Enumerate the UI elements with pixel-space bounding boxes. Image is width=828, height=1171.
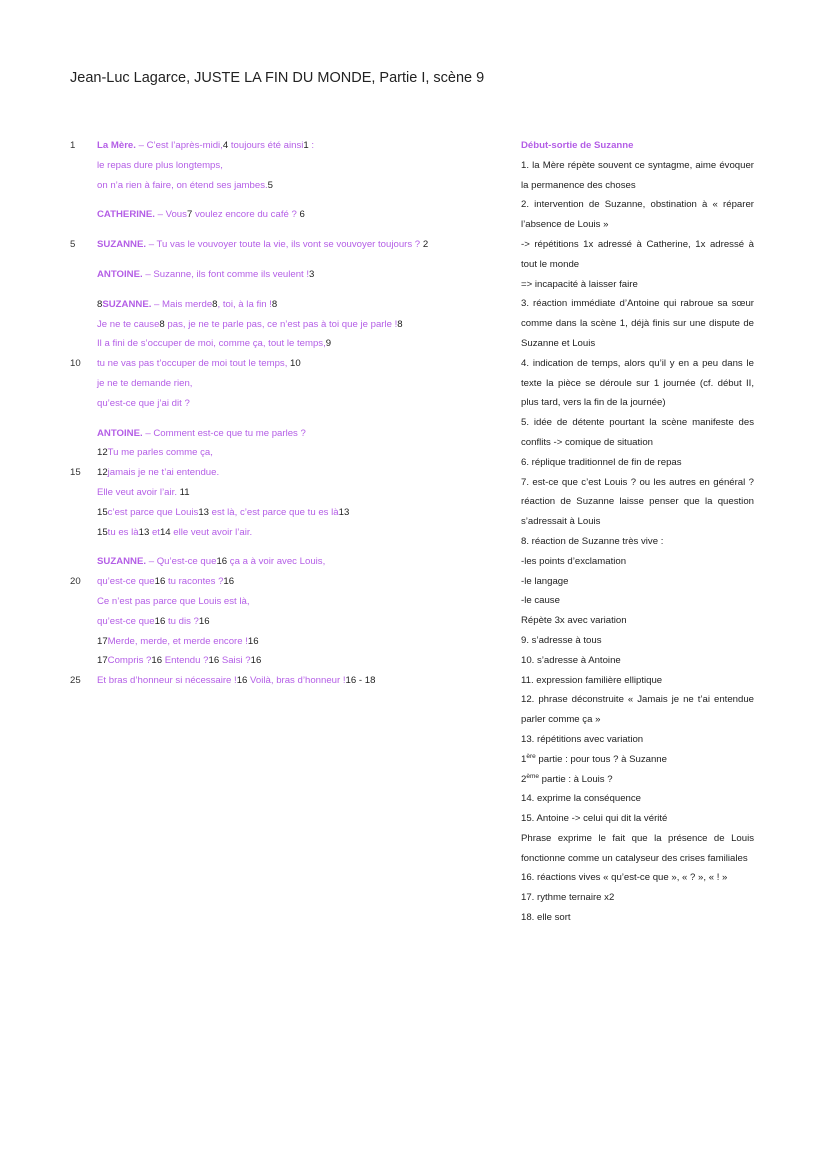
line-text	[97, 176, 273, 196]
line-gap	[70, 542, 490, 552]
note-item	[521, 413, 754, 453]
note-item	[521, 611, 754, 631]
dialogue-text: Entendu ?	[162, 655, 209, 667]
text-line	[70, 315, 490, 335]
note-text: 10. s’adresse à Antoine	[521, 654, 621, 666]
note-text: 7. est-ce que c’est Louis ? ou les autres en général ? réaction de Suzanne laisse penser que la question s’adressait à Louis	[521, 476, 754, 528]
note-text: Répète 3x avec variation	[521, 615, 627, 627]
text-line	[70, 523, 490, 543]
line-number: 25	[70, 675, 81, 687]
note-text: -> répétitions 1x adressé à Catherine, 1x adressé à tout le monde	[521, 238, 754, 270]
note-item	[521, 651, 754, 671]
dialogue-text: Ce n’est pas parce que Louis est là,	[97, 595, 250, 607]
note-superscript: ère	[526, 752, 536, 760]
annotation-ref: 2	[422, 239, 429, 251]
note-text: 16. réactions vives « qu’est-ce que », « ? », « ! »	[521, 872, 728, 884]
note-item	[521, 532, 754, 552]
dialogue-text: qu’est-ce que	[97, 576, 155, 588]
line-number: 20	[70, 576, 81, 588]
annotation-ref: 16 - 18	[345, 675, 376, 687]
text-line	[70, 424, 490, 444]
note-text: 9. s’adresse à tous	[521, 634, 602, 646]
speaker-name: La Mère.	[97, 140, 136, 151]
note-text: Phrase exprime le fait que la présence de Louis fonctionne comme un catalyseur des crises familiales	[521, 832, 754, 864]
annotation-ref: 1	[303, 140, 309, 151]
line-gap	[70, 255, 490, 265]
line-gap	[70, 195, 490, 205]
line-text	[97, 394, 190, 414]
annotation-ref: 9	[325, 338, 332, 350]
dialogue-text: tu dis ?	[165, 615, 199, 627]
line-text	[97, 483, 190, 503]
annotation-ref: 16	[223, 576, 235, 588]
note-item	[521, 888, 754, 908]
text-line	[70, 176, 490, 196]
dialogue-text: tu racontes ?	[165, 576, 224, 588]
note-item	[521, 453, 754, 473]
note-item	[521, 275, 754, 295]
annotation-ref: 8	[97, 298, 103, 310]
note-text: 4. indication de temps, alors qu’il y en a peu dans le texte la pièce se déroule sur 1 journée (cf. début II, plus tard, vers la fin de la journée)	[521, 357, 754, 409]
dialogue-text: toujours été ainsi	[228, 140, 304, 151]
note-item	[521, 591, 754, 611]
speaker-name: SUZANNE.	[102, 298, 152, 310]
dialogue-text: – Comment est-ce que tu me parles ?	[142, 427, 306, 439]
line-gap	[70, 285, 490, 295]
dialogue-text: – Mais merde	[151, 298, 213, 310]
text-line	[70, 265, 490, 285]
notes-heading: Début-sortie de Suzanne	[521, 140, 634, 151]
annotation-ref: 16	[151, 655, 163, 667]
note-item	[521, 473, 754, 532]
dialogue-text: :	[308, 140, 315, 151]
note-item	[521, 809, 754, 829]
text-line	[70, 156, 490, 176]
dialogue-text: jamais je ne t’ai entendue.	[107, 467, 220, 479]
dialogue-text: – Suzanne, ils font comme ils veulent !	[142, 268, 310, 280]
note-text: => incapacité à laisser faire	[521, 278, 638, 290]
note-item	[521, 195, 754, 235]
text-line	[70, 572, 490, 592]
line-text	[97, 503, 349, 523]
line-text	[97, 632, 259, 652]
note-text: 1	[521, 753, 527, 765]
dialogue-text: – Qu’est-ce que	[146, 556, 217, 568]
line-text	[97, 205, 305, 225]
note-text: 2. intervention de Suzanne, obstination à « réparer l’absence de Louis »	[521, 199, 754, 231]
note-text: -les points d’exclamation	[521, 555, 627, 567]
note-text: 15. Antoine -> celui qui dit la vérité	[521, 813, 668, 825]
text-line	[70, 374, 490, 394]
dialogue-text: Merde, merde, et merde encore !	[107, 635, 248, 647]
line-number: 5	[70, 239, 76, 251]
note-text: 13. répétitions avec variation	[521, 733, 644, 745]
line-text	[97, 374, 192, 394]
dialogue-text: c’est parce que Louis	[107, 506, 199, 518]
annotation-ref: 7	[186, 209, 193, 221]
notes-column	[521, 136, 754, 928]
annotation-ref: 16	[154, 576, 166, 588]
dialogue-text: le repas dure plus longtemps,	[97, 159, 223, 171]
speaker-name: ANTOINE.	[97, 268, 143, 280]
note-text: 5. idée de détente pourtant la scène manifeste des conflits -> comique de situation	[521, 417, 754, 448]
dialogue-text: – Tu vas le vouvoyer toute la vie, ils vont se vouvoyer toujours ?	[146, 239, 423, 251]
note-text: partie : à Louis ?	[539, 773, 613, 785]
text-line	[70, 136, 490, 156]
dialogue-text: je ne te demande rien,	[97, 377, 193, 389]
note-text: -le cause	[521, 595, 560, 607]
note-item	[521, 770, 754, 790]
annotation-ref: 16	[250, 655, 262, 667]
text-line	[70, 205, 490, 225]
page-title: Jean-Luc Lagarce, JUSTE LA FIN DU MONDE, Partie I, scène 9	[70, 70, 485, 86]
text-line	[70, 235, 490, 255]
line-text	[97, 315, 403, 335]
dialogue-text: ça a à voir avec Louis,	[227, 556, 326, 568]
dialogue-text: tu es là	[107, 526, 139, 538]
line-number: 10	[70, 358, 81, 370]
dialogue-text: Elle veut avoir l’air.	[97, 486, 180, 498]
line-text	[97, 592, 250, 612]
notes-list	[521, 156, 754, 928]
annotation-ref: 16	[198, 615, 210, 627]
note-item	[521, 552, 754, 572]
line-text	[97, 463, 219, 483]
annotation-ref: 17	[97, 655, 108, 667]
line-text	[97, 552, 325, 572]
note-item	[521, 789, 754, 809]
note-item	[521, 868, 754, 888]
speaker-name: ANTOINE.	[97, 427, 143, 439]
note-item	[521, 235, 754, 275]
annotation-ref: 8	[397, 318, 403, 330]
note-item	[521, 750, 754, 770]
dialogue-text: Saisi ?	[219, 655, 251, 667]
annotation-ref: 15	[97, 506, 108, 518]
annotation-ref: 16	[247, 635, 259, 647]
note-item	[521, 690, 754, 730]
text-line	[70, 503, 490, 523]
dialogue-text: elle veut avoir l’air.	[170, 526, 253, 538]
dialogue-text: tu ne vas pas t’occuper de moi tout le temps,	[97, 358, 291, 370]
text-line	[70, 463, 490, 483]
dialogue-text: pas, je ne te parle pas, ce n’est pas à toi que je parle !	[164, 318, 398, 330]
annotation-ref: 14	[159, 526, 171, 538]
line-text	[97, 334, 331, 354]
annotation-ref: 17	[97, 635, 108, 647]
note-text: 12. phrase déconstruite « Jamais je ne t’ai entendue parler comme ça »	[521, 694, 754, 726]
note-text: 11. expression familière elliptique	[521, 674, 663, 686]
note-text: partie : pour tous ? à Suzanne	[535, 753, 667, 765]
line-text	[97, 651, 261, 671]
note-item	[521, 156, 754, 196]
note-item	[521, 730, 754, 750]
line-gap	[70, 414, 490, 424]
annotation-ref: 8	[212, 298, 218, 310]
note-item	[521, 631, 754, 651]
text-line	[70, 612, 490, 632]
dialogue-text: Je ne te cause	[97, 318, 160, 330]
speaker-name: CATHERINE.	[97, 209, 155, 221]
note-item	[521, 354, 754, 413]
annotation-ref: 6	[299, 209, 305, 221]
note-item	[521, 572, 754, 592]
note-text: 1. la Mère répète souvent ce syntagme, aime évoquer la permanence des choses	[521, 159, 754, 191]
dialogue-text: Compris ?	[107, 655, 152, 667]
note-text: 14. exprime la conséquence	[521, 793, 641, 805]
note-item	[521, 671, 754, 691]
text-line	[70, 443, 490, 463]
dialogue-text: Voilà, bras d’honneur !	[247, 675, 346, 687]
line-gap	[70, 225, 490, 235]
dialogue-text: Il a fini de s’occuper de moi, comme ça, tout le temps,	[97, 338, 326, 350]
dialogue-text: et	[149, 526, 160, 538]
line-text	[97, 136, 314, 156]
annotation-ref: 8	[159, 318, 165, 330]
dialogue-text: on n’a rien à faire, on étend ses jambes.	[97, 179, 268, 191]
line-text	[97, 572, 234, 592]
dialogue-text: – Vous	[154, 209, 187, 221]
note-superscript: ème	[526, 772, 539, 780]
dialogue-text: qu’est-ce que	[97, 615, 155, 627]
text-line	[70, 295, 490, 315]
dialogue-text: – C’est l’après-midi,	[135, 140, 223, 151]
annotation-ref: 8	[271, 298, 278, 310]
text-line	[70, 552, 490, 572]
line-number: 1	[70, 140, 76, 151]
text-line	[70, 632, 490, 652]
line-text	[97, 235, 428, 255]
note-text: 3. réaction immédiate d’Antoine qui rabroue sa sœur comme dans la scène 1, déjà finis sur une dispute de Suzanne et Louis	[521, 298, 754, 349]
line-text	[97, 265, 314, 285]
text-line	[70, 354, 490, 374]
text-line	[70, 671, 490, 691]
annotation-ref: 12	[97, 447, 108, 459]
line-text	[97, 354, 301, 374]
dialogue-text: Et bras d’honneur si nécessaire !	[97, 675, 237, 687]
annotation-ref: 5	[267, 179, 274, 191]
annotation-ref: 13	[138, 526, 150, 538]
annotation-ref: 4	[222, 140, 229, 151]
annotation-ref: 11	[179, 486, 190, 498]
line-text	[97, 671, 375, 691]
line-text	[97, 612, 210, 632]
annotation-ref: 10	[290, 358, 301, 370]
annotation-ref: 16	[154, 615, 166, 627]
text-line	[70, 592, 490, 612]
annotation-ref: 13	[338, 506, 350, 518]
line-text	[97, 443, 213, 463]
annotation-ref: 12	[97, 467, 108, 479]
dialogue-text: , toi, à la fin !	[217, 298, 272, 310]
text-line	[70, 651, 490, 671]
note-text: 8. réaction de Suzanne très vive :	[521, 535, 664, 547]
note-text: 18. elle sort	[521, 912, 571, 924]
note-item	[521, 908, 754, 928]
annotation-ref: 13	[198, 506, 210, 518]
text-line	[70, 334, 490, 354]
text-line	[70, 483, 490, 503]
dialogue-text: Tu me parles comme ça,	[107, 447, 213, 459]
annotation-ref: 15	[97, 526, 108, 538]
annotation-ref: 16	[236, 675, 248, 687]
speaker-name: SUZANNE.	[97, 239, 147, 251]
dialogue-text: voulez encore du café ?	[192, 209, 300, 221]
line-number: 15	[70, 467, 81, 479]
line-text	[97, 523, 252, 543]
text-line	[70, 394, 490, 414]
dialogue-text: qu’est-ce que j’ai dit ?	[97, 397, 190, 409]
dialogue-text: est là, c’est parce que tu es là	[209, 506, 339, 518]
play-text-column	[70, 136, 490, 691]
annotation-ref: 3	[309, 268, 315, 280]
line-text	[97, 156, 223, 176]
annotation-ref: 16	[208, 655, 220, 667]
speaker-name: SUZANNE.	[97, 556, 147, 568]
note-text: 17. rythme ternaire x2	[521, 892, 615, 904]
note-text: 6. réplique traditionnel de fin de repas	[521, 456, 682, 468]
note-text: -le langage	[521, 575, 569, 587]
line-text	[97, 424, 306, 444]
line-text	[97, 295, 277, 315]
note-text: 2	[521, 773, 527, 785]
annotation-ref: 16	[216, 556, 228, 568]
note-item	[521, 294, 754, 353]
note-item	[521, 829, 754, 869]
